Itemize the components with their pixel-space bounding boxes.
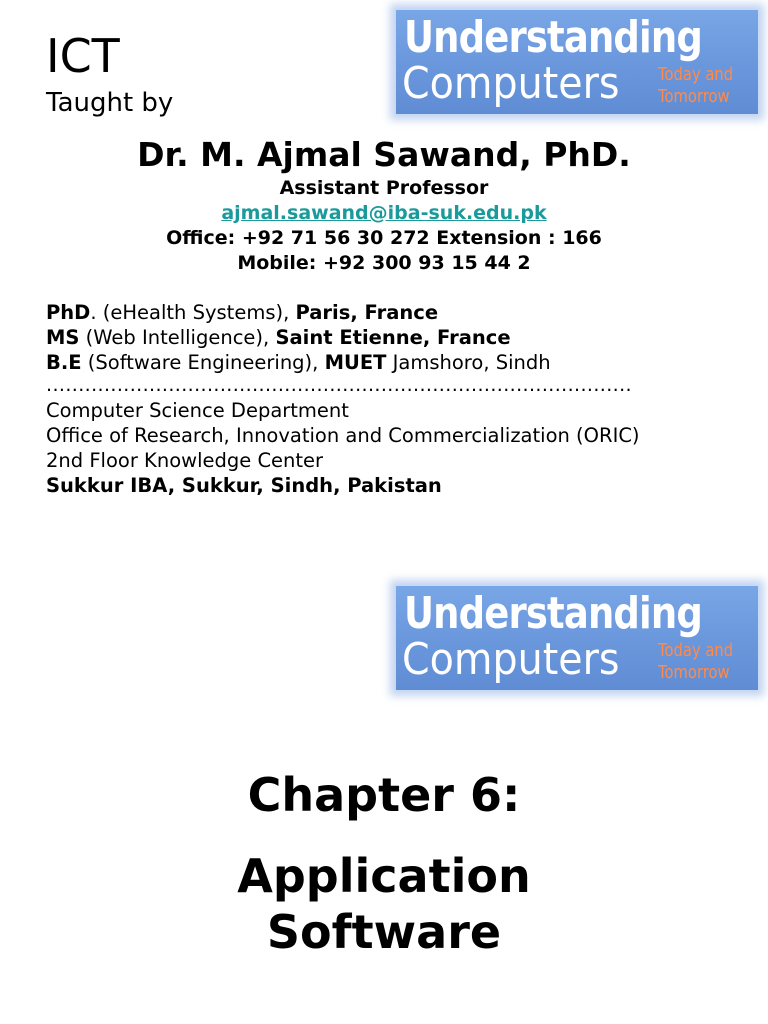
taught-by-label: Taught by bbox=[46, 88, 174, 118]
degree-ms bbox=[46, 325, 511, 350]
banner-tagline bbox=[658, 64, 733, 108]
office-phone: Office: +92 71 56 30 272 Extension : 166 bbox=[166, 227, 602, 249]
course-title: ICT bbox=[46, 29, 120, 83]
department: Computer Science Department bbox=[46, 399, 349, 422]
degree-be-place: MUET bbox=[324, 351, 387, 374]
book-banner-bottom bbox=[396, 586, 758, 690]
degree-ms-title: MS bbox=[46, 326, 80, 349]
dotted-separator: ........................................................................................... bbox=[46, 374, 632, 396]
oric-office: Office of Research, Innovation and Commercialization (ORIC) bbox=[46, 424, 640, 447]
instructor-position: Assistant Professor bbox=[279, 177, 489, 199]
instructor-name: Dr. M. Ajmal Sawand, PhD. bbox=[137, 135, 631, 174]
banner-tag-today: Today and bbox=[658, 64, 734, 85]
degree-phd-title: PhD bbox=[46, 301, 91, 324]
banner-understanding: Understanding bbox=[404, 588, 702, 639]
institution: Sukkur IBA, Sukkur, Sindh, Pakistan bbox=[46, 474, 442, 497]
mobile-phone: Mobile: +92 300 93 15 44 2 bbox=[237, 252, 531, 274]
banner-tagline bbox=[658, 640, 733, 684]
email-link[interactable]: ajmal.sawand@iba-suk.edu.pk bbox=[221, 202, 547, 224]
chapter-number: Chapter 6: bbox=[247, 768, 521, 822]
chapter-title-line1: Application bbox=[237, 849, 531, 903]
degree-be bbox=[46, 350, 551, 375]
banner-tag-tomorrow: Tomorrow bbox=[658, 86, 730, 107]
chapter-title-line2: Software bbox=[266, 905, 502, 959]
banner-computers: Computers bbox=[402, 58, 620, 109]
book-banner-top bbox=[396, 10, 758, 114]
degree-phd bbox=[46, 300, 438, 325]
degree-be-field: (Software Engineering), bbox=[81, 351, 325, 374]
degree-ms-field: (Web Intelligence), bbox=[79, 326, 276, 349]
email-row bbox=[0, 201, 768, 226]
banner-tag-today: Today and bbox=[658, 640, 734, 661]
banner-understanding: Understanding bbox=[404, 12, 702, 63]
degree-phd-field: . (eHealth Systems), bbox=[90, 301, 296, 324]
degree-ms-place: Saint Etienne, France bbox=[275, 326, 511, 349]
chapter-title bbox=[0, 848, 768, 960]
banner-computers: Computers bbox=[402, 634, 620, 685]
degree-be-title: B.E bbox=[46, 351, 82, 374]
degree-phd-place: Paris, France bbox=[295, 301, 439, 324]
floor-location: 2nd Floor Knowledge Center bbox=[46, 449, 324, 472]
degree-be-extra: Jamshoro, Sindh bbox=[386, 351, 551, 374]
banner-tag-tomorrow: Tomorrow bbox=[658, 662, 730, 683]
